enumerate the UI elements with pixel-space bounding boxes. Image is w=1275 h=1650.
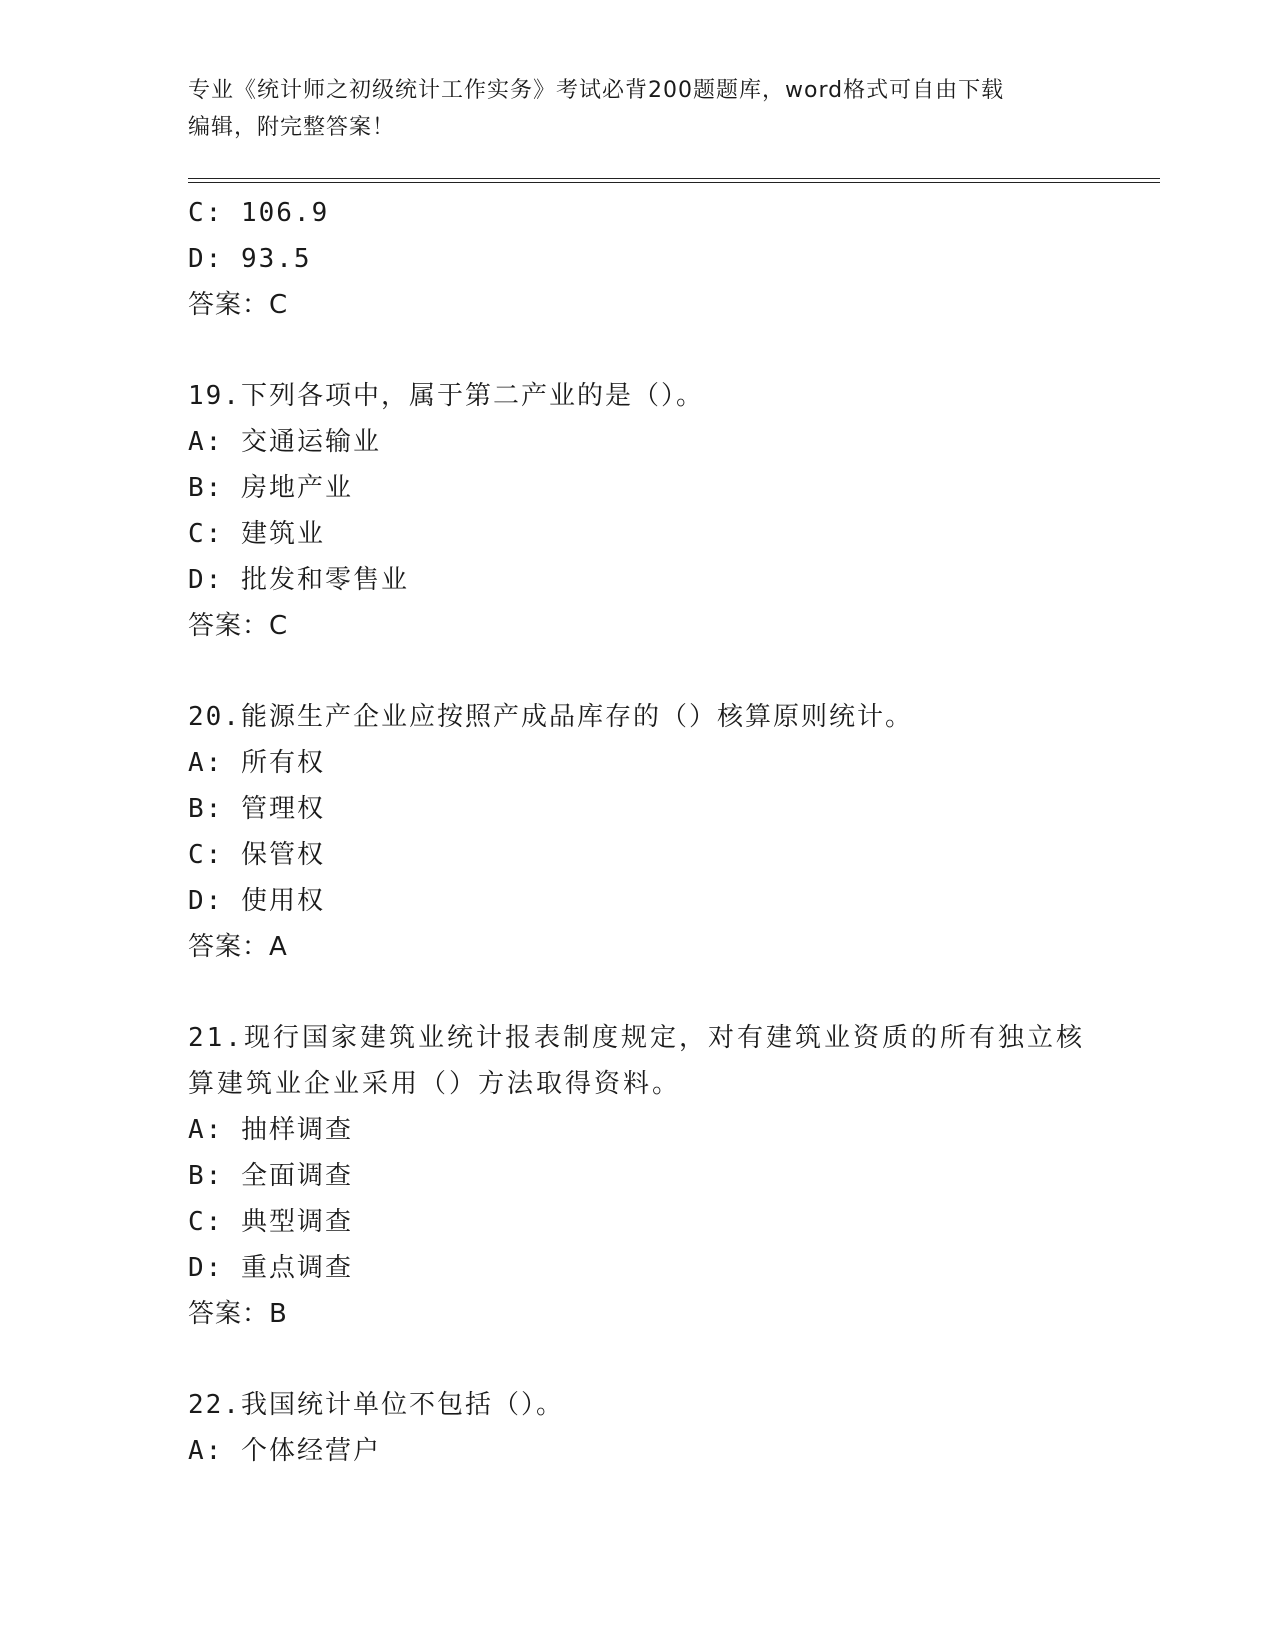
option-c: C: 建筑业	[188, 519, 325, 549]
option-b: B: 房地产业	[188, 473, 353, 503]
option-d: D: 重点调查	[188, 1253, 353, 1283]
question-stem: 19.下列各项中，属于第二产业的是（）。	[188, 381, 704, 411]
question-22	[188, 1382, 1088, 1474]
option-a: A: 交通运输业	[188, 427, 381, 457]
option-c: C: 106.9	[188, 198, 330, 228]
question-stem: 22.我国统计单位不包括（）。	[188, 1390, 564, 1420]
question-list	[188, 190, 1088, 1474]
option-b: B: 管理权	[188, 794, 325, 824]
option-d: D: 使用权	[188, 886, 325, 916]
question-19	[188, 373, 1088, 649]
option-d: D: 93.5	[188, 244, 312, 274]
header-divider	[188, 178, 1160, 183]
question-20	[188, 694, 1088, 970]
answer: 答案：B	[188, 1299, 288, 1329]
answer: 答案：A	[188, 932, 288, 962]
option-a: A: 所有权	[188, 748, 325, 778]
option-c: C: 典型调查	[188, 1207, 353, 1237]
previous-question-tail	[188, 190, 1088, 328]
option-a: A: 个体经营户	[188, 1436, 381, 1466]
answer: 答案：C	[188, 290, 289, 320]
question-21	[188, 1015, 1088, 1337]
header-line-2: 编辑，附完整答案！	[188, 115, 396, 140]
question-stem: 21.现行国家建筑业统计报表制度规定，对有建筑业资质的所有独立核算建筑业企业采用（）方法取得资料。	[188, 1023, 1085, 1099]
header-line-1: 专业《统计师之初级统计工作实务》考试必背200题题库，word格式可自由下载	[188, 78, 1005, 103]
page-header	[188, 72, 1088, 146]
answer: 答案：C	[188, 611, 289, 641]
option-c: C: 保管权	[188, 840, 325, 870]
question-stem: 20.能源生产企业应按照产成品库存的（）核算原则统计。	[188, 702, 913, 732]
option-d: D: 批发和零售业	[188, 565, 409, 595]
option-b: B: 全面调查	[188, 1161, 353, 1191]
option-a: A: 抽样调查	[188, 1115, 353, 1145]
